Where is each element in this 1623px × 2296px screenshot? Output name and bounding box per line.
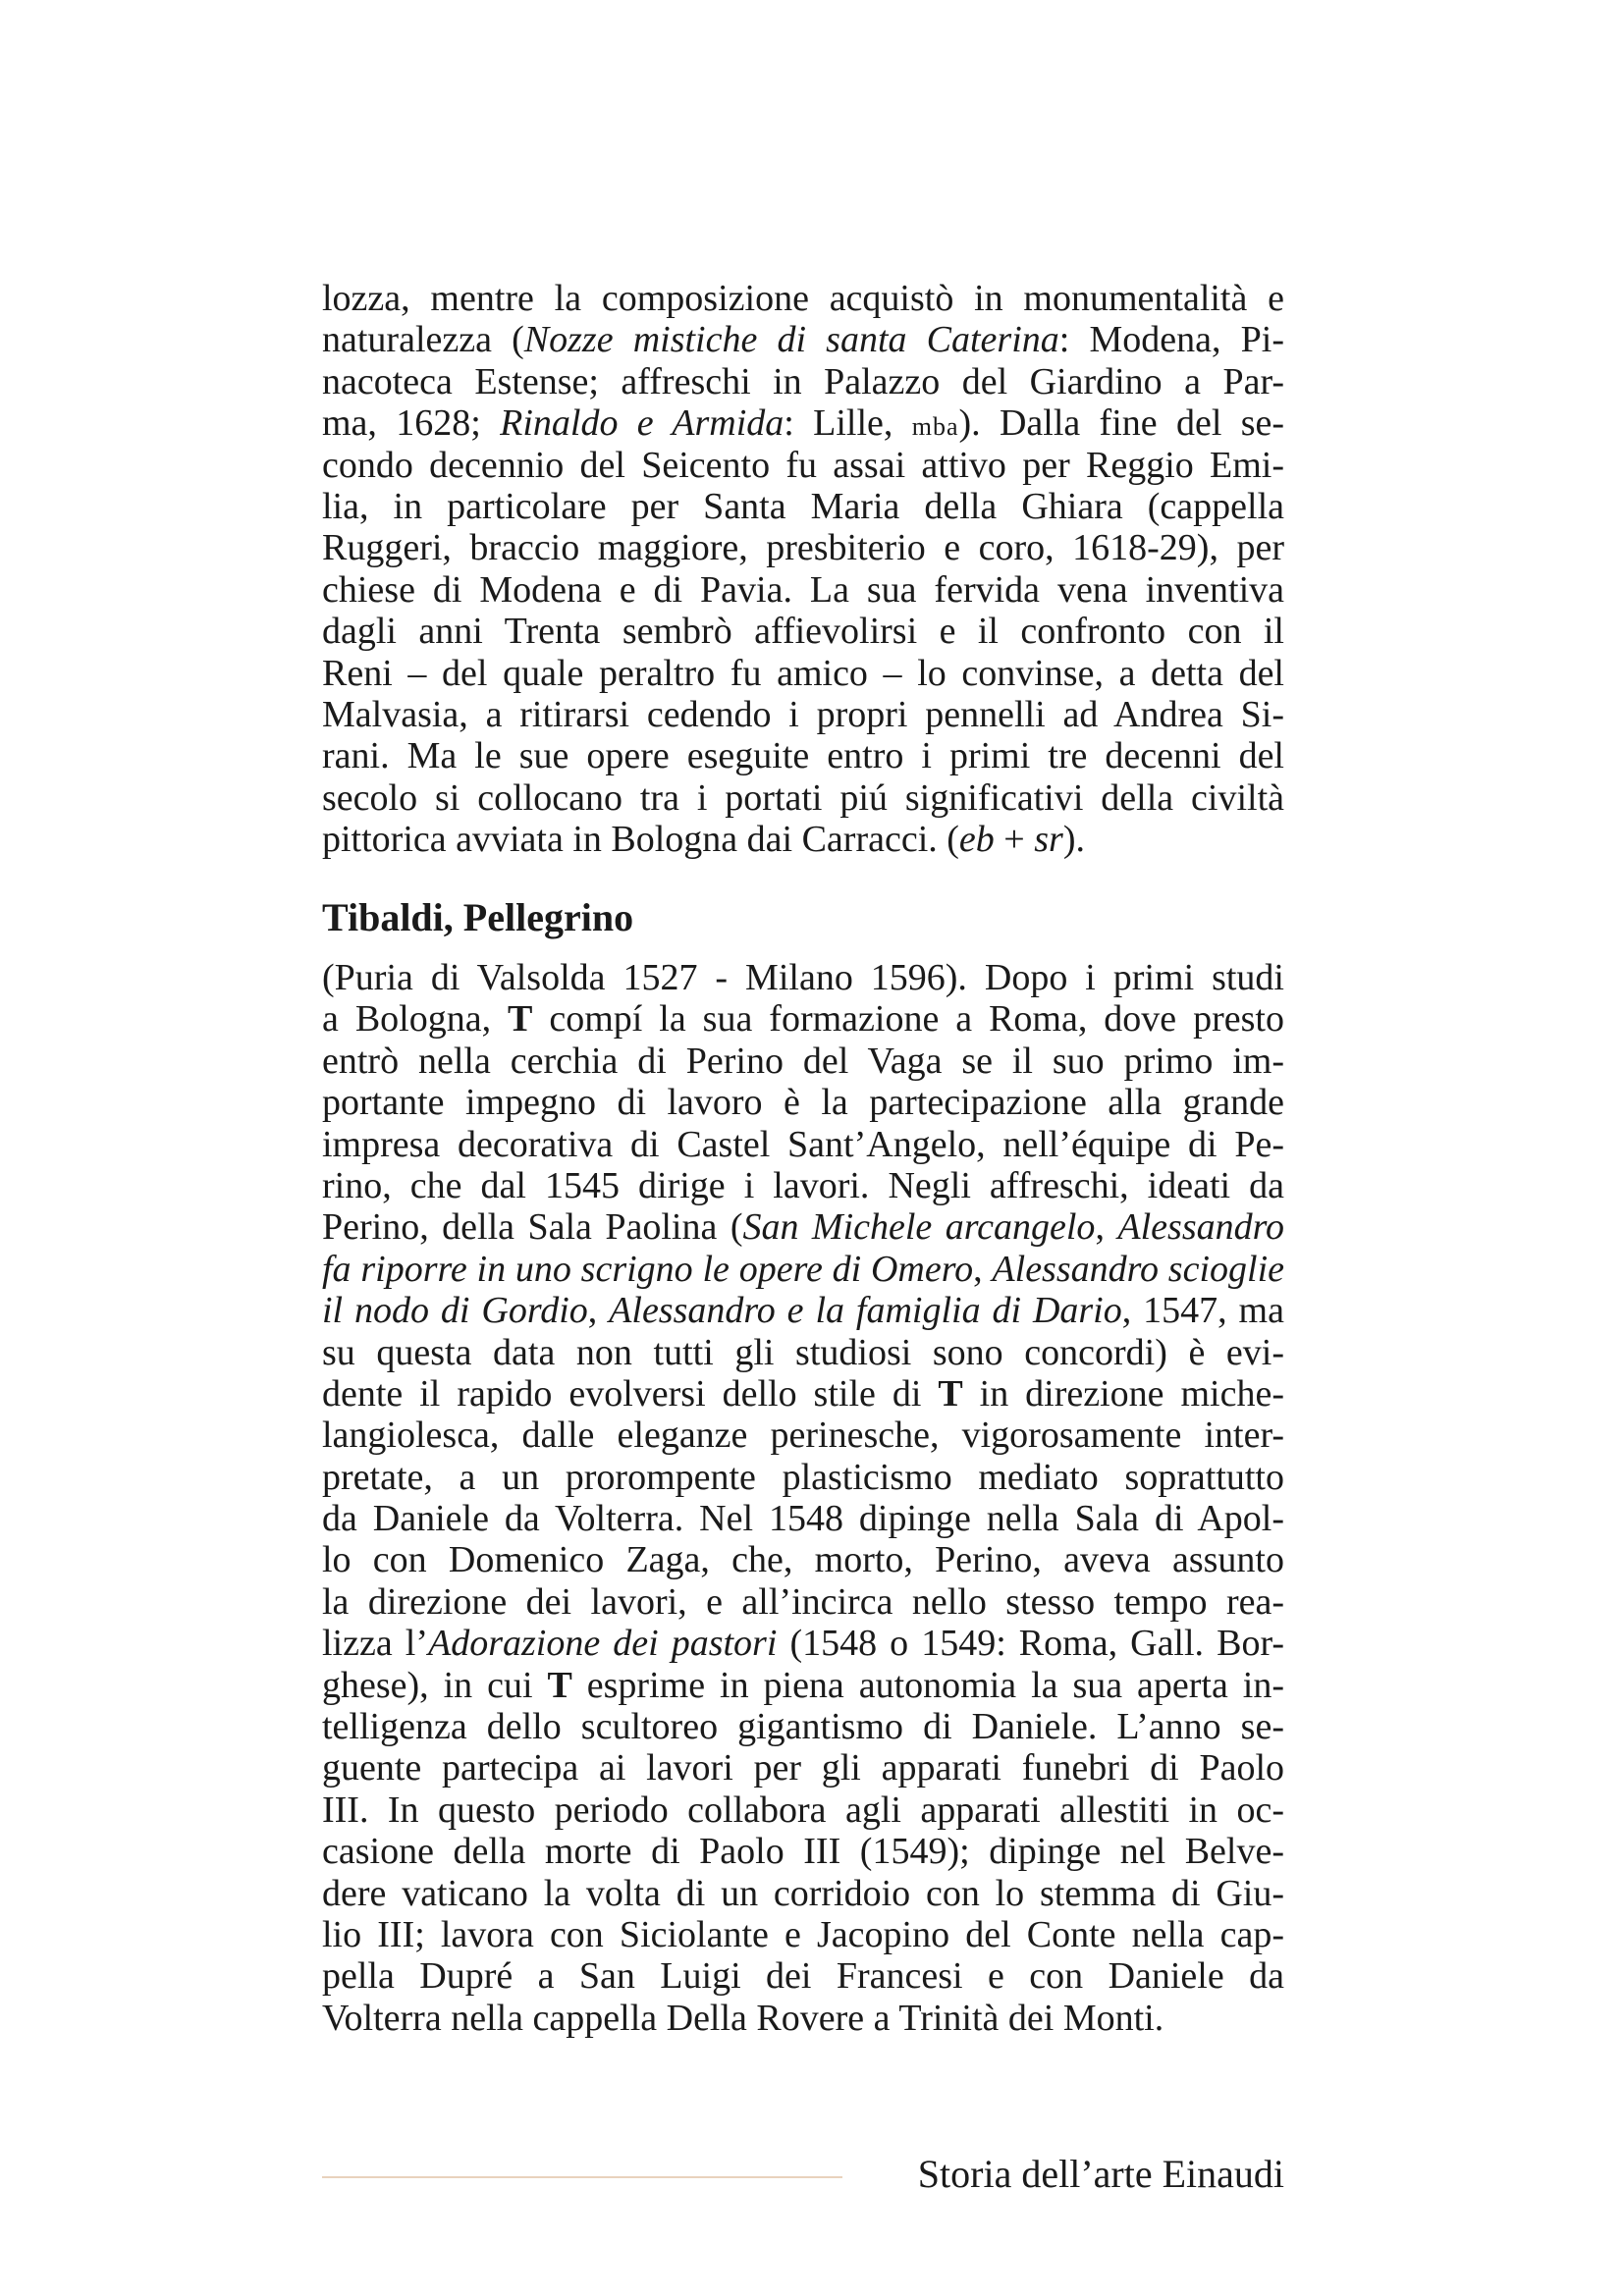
text-line bbox=[322, 278, 1284, 319]
text-run: su questa data non tutti gli studiosi sono concordi) è evi- bbox=[322, 1331, 1284, 1373]
text-run: dagli anni Trenta sembrò affievolirsi e il confronto con il bbox=[322, 611, 1284, 653]
text-run: a Bologna, bbox=[322, 998, 509, 1041]
text-line bbox=[322, 1332, 1284, 1373]
text-run: guente partecipa ai lavori per gli apparati funebri di Paolo bbox=[322, 1747, 1284, 1789]
italic-run: eb bbox=[958, 819, 995, 861]
text-line bbox=[322, 1498, 1284, 1539]
text-line bbox=[322, 1206, 1284, 1248]
text-run: in direzione miche- bbox=[962, 1372, 1284, 1415]
text-run: , bbox=[973, 1248, 993, 1290]
text-run: condo decennio del Seicento fu assai attivo per Reggio Emi- bbox=[322, 444, 1284, 486]
text-line bbox=[322, 1955, 1284, 1997]
text-run: Ruggeri, braccio maggiore, presbiterio e coro, 1618-29), per bbox=[322, 527, 1284, 569]
text-line bbox=[322, 1665, 1284, 1706]
text-run: dere vaticano la volta di un corridoio con lo stemma di Giu- bbox=[322, 1872, 1284, 1914]
text-run: : Modena, Pi- bbox=[1058, 319, 1284, 361]
text-line bbox=[322, 653, 1284, 694]
text-run: nacoteca Estense; affreschi in Palazzo del Giardino a Par- bbox=[322, 360, 1284, 402]
text-run: ). Dalla fine del se- bbox=[958, 402, 1285, 445]
text-run: lio III; lavora con Siciolante e Jacopino del Conte nella cap- bbox=[322, 1913, 1284, 1955]
text-run: + bbox=[994, 819, 1035, 861]
text-line bbox=[322, 445, 1284, 486]
text-run: lozza, mentre la composizione acquistò in monumentalità e bbox=[322, 278, 1284, 319]
italic-run: Alessandro scioglie bbox=[992, 1248, 1285, 1290]
text-run: III. In questo periodo collabora agli apparati allestiti in oc- bbox=[322, 1789, 1284, 1831]
text-run: Reni – del quale peraltro fu amico – lo convinse, a detta del bbox=[322, 652, 1284, 694]
text-run: Perino, della Sala Paolina ( bbox=[322, 1206, 743, 1249]
small-caps-run: mba bbox=[911, 412, 959, 442]
text-run: dente il rapido evolversi dello stile di bbox=[322, 1372, 939, 1415]
bold-run: T bbox=[938, 1372, 963, 1415]
text-run: ma, 1628; bbox=[322, 402, 501, 445]
text-run: entrò nella cerchia di Perino del Vaga se il suo primo im- bbox=[322, 1040, 1284, 1082]
text-run: casione della morte di Paolo III (1549); dipinge nel Belve- bbox=[322, 1831, 1284, 1873]
text-line bbox=[322, 486, 1284, 527]
text-line bbox=[322, 1041, 1284, 1082]
text-line bbox=[322, 1124, 1284, 1165]
text-line bbox=[322, 527, 1284, 568]
text-line bbox=[322, 402, 1284, 444]
text-line bbox=[322, 694, 1284, 735]
text-run: telligenza dello scultoreo gigantismo di Daniele. L’anno se- bbox=[322, 1706, 1284, 1748]
text-line bbox=[322, 1457, 1284, 1498]
text-run: Malvasia, a ritirarsi cedendo i propri pennelli ad Andrea Si- bbox=[322, 693, 1284, 735]
text-run: da Daniele da Volterra. Nel 1548 dipinge nella Sala di Apol- bbox=[322, 1498, 1284, 1540]
text-run: naturalezza ( bbox=[322, 319, 524, 361]
text-run: compí la sua formazione a Roma, dove presto bbox=[532, 998, 1284, 1041]
text-run: lia, in particolare per Santa Maria della Ghiara (cappella bbox=[322, 485, 1284, 527]
text-run: rino, che dal 1545 dirige i lavori. Negli affreschi, ideati da bbox=[322, 1164, 1284, 1206]
text-line bbox=[322, 1415, 1284, 1456]
text-run: langiolesca, dalle eleganze perinesche, vigorosamente inter- bbox=[322, 1415, 1284, 1457]
footer-publisher: Storia dell’arte Einaudi bbox=[917, 2152, 1284, 2196]
text-line bbox=[322, 998, 1284, 1040]
bold-run: T bbox=[547, 1664, 572, 1706]
text-run: Volterra nella cappella Della Rovere a Trinità dei Monti. bbox=[322, 1997, 1164, 2039]
italic-run: Alessandro e la famiglia di Dario bbox=[609, 1290, 1122, 1332]
italic-run: sr bbox=[1034, 819, 1063, 861]
text-run: (1548 o 1549: Roma, Gall. Bor- bbox=[777, 1623, 1284, 1665]
entry-body bbox=[322, 957, 1284, 2039]
text-line bbox=[322, 569, 1284, 611]
text-run: , 1547, ma bbox=[1121, 1290, 1284, 1332]
text-line bbox=[322, 1623, 1284, 1664]
text-line bbox=[322, 1581, 1284, 1623]
text-run: pella Dupré a San Luigi dei Francesi e con Daniele da bbox=[322, 1955, 1284, 1998]
text-line bbox=[322, 1914, 1284, 1955]
text-run: impresa decorativa di Castel Sant’Angelo, nell’équipe di Pe- bbox=[322, 1123, 1284, 1165]
previous-entry-continuation bbox=[322, 278, 1284, 860]
text-line bbox=[322, 1998, 1284, 2039]
text-line bbox=[322, 319, 1284, 360]
text-run: portante impegno di lavoro è la partecipazione alla grande bbox=[322, 1082, 1284, 1124]
text-line bbox=[322, 777, 1284, 819]
text-run: lo con Domenico Zaga, che, morto, Perino, aveva assunto bbox=[322, 1539, 1284, 1581]
text-line bbox=[322, 1789, 1284, 1831]
text-run: lizza l’ bbox=[322, 1623, 428, 1665]
text-line bbox=[322, 611, 1284, 652]
text-run: rani. Ma le sue opere eseguite entro i primi tre decenni del bbox=[322, 735, 1284, 777]
italic-run: Rinaldo e Armida bbox=[500, 402, 784, 445]
text-run: pretate, a un prorompente plasticismo mediato soprattutto bbox=[322, 1456, 1284, 1498]
text-line bbox=[322, 1165, 1284, 1206]
text-run: ghese), in cui bbox=[322, 1664, 548, 1706]
text-line bbox=[322, 735, 1284, 776]
text-line bbox=[322, 1082, 1284, 1123]
text-run: pittorica avviata in Bologna dai Carracci. ( bbox=[322, 819, 959, 861]
text-line bbox=[322, 819, 1284, 860]
text-line bbox=[322, 1831, 1284, 1872]
text-line bbox=[322, 1539, 1284, 1580]
text-line bbox=[322, 361, 1284, 402]
text-run: , bbox=[1095, 1206, 1118, 1249]
text-run: la direzione dei lavori, e all’incirca nello stesso tempo rea- bbox=[322, 1580, 1284, 1623]
text-line bbox=[322, 1373, 1284, 1415]
text-line bbox=[322, 1290, 1284, 1331]
text-run: secolo si collocano tra i portati piú significativi della civiltà bbox=[322, 776, 1284, 819]
text-run: , bbox=[587, 1290, 610, 1332]
text-run: ). bbox=[1062, 819, 1085, 861]
text-line bbox=[322, 1249, 1284, 1290]
italic-run: fa riporre in uno scrigno le opere di Omero bbox=[322, 1248, 974, 1290]
text-line bbox=[322, 957, 1284, 998]
text-run: esprime in piena autonomia la sua aperta in- bbox=[571, 1664, 1284, 1706]
text-line bbox=[322, 1747, 1284, 1789]
entry-title: Tibaldi, Pellegrino bbox=[322, 895, 634, 939]
italic-run: San Michele arcangelo bbox=[742, 1206, 1096, 1249]
footer-rule bbox=[322, 2176, 842, 2178]
italic-run: Nozze mistiche di santa Caterina bbox=[523, 319, 1059, 361]
text-run: (Puria di Valsolda 1527 - Milano 1596). Dopo i primi studi bbox=[322, 957, 1284, 998]
text-line bbox=[322, 1706, 1284, 1747]
text-run: chiese di Modena e di Pavia. La sua fervida vena inventiva bbox=[322, 568, 1284, 611]
italic-run: il nodo di Gordio bbox=[322, 1290, 588, 1332]
italic-run: Alessandro bbox=[1117, 1206, 1284, 1249]
bold-run: T bbox=[508, 998, 533, 1041]
italic-run: Adorazione dei pastori bbox=[427, 1623, 778, 1665]
text-line bbox=[322, 1873, 1284, 1914]
text-run: : Lille, bbox=[784, 402, 912, 445]
